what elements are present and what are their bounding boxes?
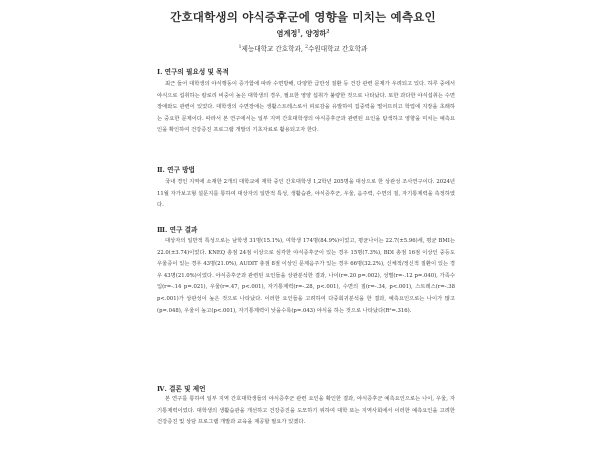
affiliation-1: 제능대학교 간호학과, — [241, 45, 303, 53]
paper-title: 간호대학생의 야식증후군에 영향을 미치는 예측요인 — [170, 10, 436, 24]
author-2-name: 양정하 — [305, 29, 327, 38]
affiliation-2-marker: 2 — [305, 44, 308, 50]
author-separator: , — [300, 29, 306, 38]
affiliation-line — [0, 43, 606, 53]
section-2-heading: Ⅱ. 연구 방법 — [157, 166, 195, 174]
author-2-marker: 2 — [326, 29, 330, 35]
author-1-marker: 1 — [297, 29, 301, 35]
section-2-body: 국내 경인 지역에 소재한 2개의 대학교에 재학 중인 간호대학생 1,2학년 205명을 대상으로 한 상관성 조사연구이다. 2024년 11월 자가보고형 설문지를 통하여 대상자의 일반적 특성, 생활습관, 야식증후군, 우울, 음주력, 수면의 질, 자기통제력을 측정하였다. — [157, 179, 455, 209]
section-4-heading: Ⅳ. 결론 및 제언 — [157, 385, 206, 393]
affiliation-2: 수원대학교 간호학과 — [307, 45, 368, 53]
section-1-heading: Ⅰ. 연구의 필요성 및 목적 — [157, 68, 229, 76]
section-3-body: 대상자의 일반적 특성으로는 남학생 31명(15.1%), 여학생 174명(84.9%)이었고, 평균나이는 22.7(±5.96)세, 평균 BMI는 22.0(±3.74)이었다. KNEQ 총점 24점 이상으로 심각한 야식증후군이 있는 경우 15명(7.3%), BDI 총점 16점 이상인 중등도 우울증이 있는 경우 43명(21.0%), AUDIT 총점 8점 이상인 문제음주가 있는 경우 66명(32.2%), 신체적/정신적 질환이 있는 경우 43명(21.0%)이었다. 야식증후군과 관련된 요인들을 상관분석한 결과, 나이(r=.20 p=.002), 성별(r=-.12 p=.040), 가족수입(r=-.14 p=.021), 우울(r=.47, p<.001), 자기통제력(r=-.28, p<.001), 수면의 질(r=-.34, p<.001), 스트레스(r=-.38 p<.001)가 상관성이 높은 것으로 나타났다. 이러한 요인들을 고려하여 다중회귀분석을 한 결과, 예측요인으로는 나이가 많고(p=.048), 우울이 높고(p<.001), 자기통제력이 낮을수록(p=.043) 야식을 하는 것으로 나타났다(R²=.316). — [157, 238, 455, 314]
section-1-body: 최근 들어 대학생의 야식행동이 증가함에 따라 수면방해, 다양한 급만성 질환 등 건강 관련 문제가 우려되고 있다. 하루 중에서 야식으로 섭취하는 칼로리 비중이 높은 대학생의 경우, 필요한 영양 섭취가 불량한 것으로 나타났다. 또한 과다한 야식섭취는 수면장애와도 관련이 있었다. 대학생의 수면장애는 생활스트레스로서 피로감을 유발하여 집중력을 떨어뜨리고 학업에 지장을 초래하는 중요한 문제이다. 따라서 본 연구에서는 일부 지역 간호대학생의 야식증후군과 관련된 요인을 탐색하고 영향을 미치는 예측요인을 확인하여 건강증진 프로그램 개발의 기초자료로 활용되고자 한다. — [157, 81, 455, 134]
author-line — [0, 29, 606, 39]
author-1-name: 염계정 — [276, 29, 298, 38]
section-3-heading: Ⅲ. 연구 결과 — [157, 226, 198, 234]
section-4-body: 본 연구를 통하여 일부 지역 간호대학생들의 야식증후군 관련 요인을 확인한 결과, 야식증후군 예측요인으로는 나이, 우울, 자기통제력이었다. 대학생의 생활습관을 개선하고 건강증진을 도모하기 위하여 대학 또는 지역사회에서 이러한 예측요인을 고려한 건강증진 및 상담 프로그램 개발과 교육을 제공할 필요가 있겠다. — [157, 396, 455, 426]
affiliation-1-marker: 1 — [238, 44, 242, 50]
